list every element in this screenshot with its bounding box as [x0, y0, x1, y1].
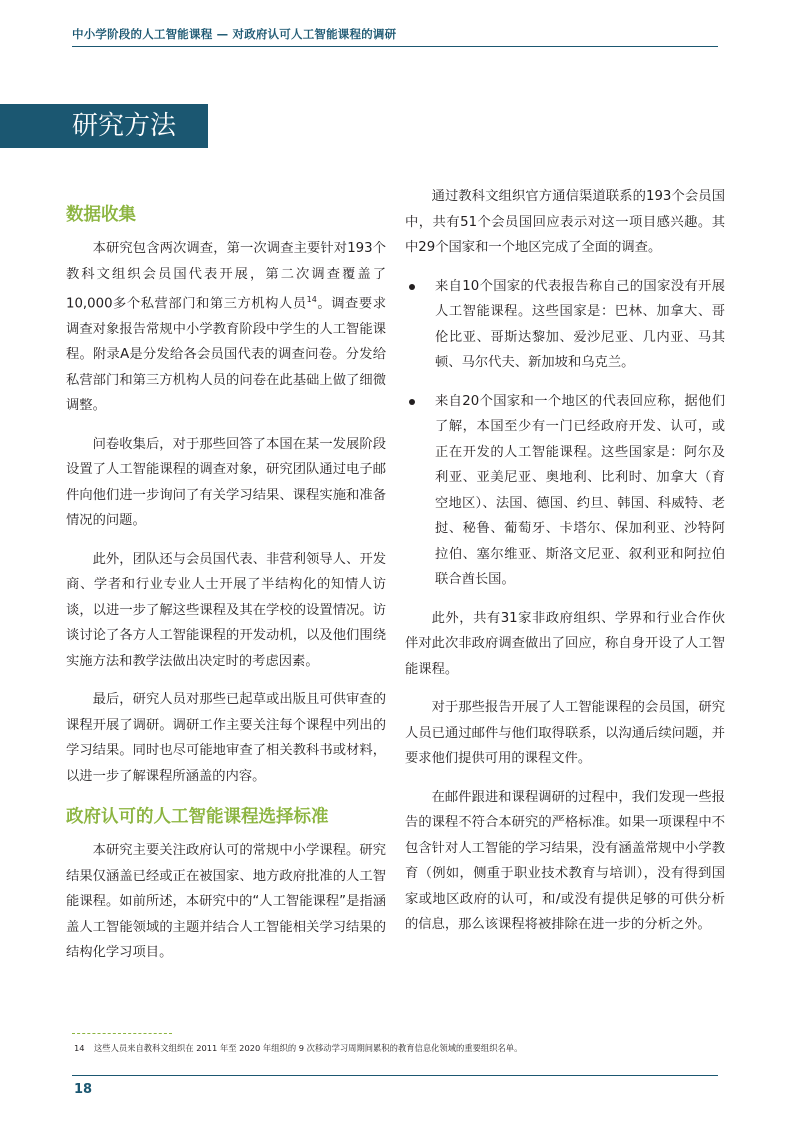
list-item-text: 来自10个国家的代表报告称自己的国家没有开展人工智能课程。这些国家是：巴林、加拿大、哥伦比亚、哥斯达黎加、爱沙尼亚、几内亚、马其顿、马尔代夫、新加坡和乌克兰。 — [435, 278, 725, 370]
heading-data-collection: 数据收集 — [66, 205, 136, 225]
paragraph-data-collection-1 — [66, 236, 386, 419]
paragraph-text: 本研究包含两次调查，第一次调查主要针对193个教科文组织会员国代表开展，第二次调查覆盖了10,000多个私营部门和第三方机构人员 — [66, 241, 386, 312]
bullet-dot-icon — [409, 399, 415, 405]
footnote-text: 这些人员来自教科文组织在 2011 年至 2020 年组织的 9 次移动学习周期间累积的教育信息化领域的重要组织名单。 — [94, 1043, 523, 1053]
left-column — [66, 180, 386, 979]
paragraph-selection-criteria-1: 本研究主要关注政府认可的常规中小学课程。研究结果仅涵盖已经或正在被国家、地方政府批准的人工智能课程。如前所述，本研究中的“人工智能课程”是指涵盖人工智能领域的主题并结合人工智能相关学习结果的结构化学习项目。 — [66, 843, 386, 961]
paragraph-right-3: 对于那些报告开展了人工智能课程的会员国，研究人员已通过邮件与他们取得联系，以沟通后续问题，并要求他们提供可用的课程文件。 — [405, 700, 725, 766]
heading-selection-criteria: 政府认可的人工智能课程选择标准 — [66, 807, 329, 828]
list-item-text: 来自20个国家和一个地区的代表回应称，据他们了解，本国至少有一门已经政府开发、认可，或正在开发的人工智能课程。这些国家是：阿尔及利亚、亚美尼亚、奥地利、比利时、加拿大（育空地区）、法国、德国、约旦、韩国、科威特、老挝、秘鲁、葡萄牙、卡塔尔、保加利亚、沙特阿拉伯、塞尔维亚、斯洛文尼亚、叙利亚和阿拉伯联合酋长国。 — [435, 393, 725, 587]
paragraph-data-collection-3: 此外，团队还与会员国代表、非营利领导人、开发商、学者和行业专业人士开展了半结构化的知情人访谈，以进一步了解这些课程及其在学校的设置情况。访谈讨论了各方人工智能课程的开发动机，以及他们围绕实施方法和教学法做出决定时的考虑因素。 — [66, 551, 386, 669]
footnote-divider — [72, 1033, 172, 1034]
paragraph-right-2: 此外，共有31家非政府组织、学界和行业合作伙伴对此次非政府调查做出了回应，称自身开设了人工智能课程。 — [405, 610, 725, 677]
bullet-dot-icon — [409, 284, 415, 290]
paragraph-right-1: 通过教科文组织官方通信渠道联系的193个会员国中，共有51个会员国回应表示对这一项目感兴趣。其中29个国家和一个地区完成了全面的调查。 — [405, 189, 725, 255]
footer-rule — [72, 1075, 718, 1076]
paragraph-data-collection-2: 问卷收集后，对于那些回答了本国在某一发展阶段设置了人工智能课程的调查对象，研究团队通过电子邮件向他们进一步询问了有关学习结果、课程实施和准备情况的问题。 — [66, 436, 386, 529]
bullet-list — [405, 274, 725, 593]
running-header: 中小学阶段的人工智能课程 — 对政府认可人工智能课程的调研 — [72, 27, 397, 41]
list-item — [405, 389, 725, 593]
footnote — [74, 1042, 714, 1054]
footnote-number: 14 — [74, 1043, 85, 1053]
right-column — [405, 184, 725, 951]
paragraph-text: 。调查要求调查对象报告常规中小学教育阶段中学生的人工智能课程。附录A是分发给各会员国代表的调查问卷。分发给私营部门和第三方机构人员的问卷在此基础上做了细微调整。 — [66, 296, 387, 414]
header-rule — [72, 46, 718, 47]
footnote-reference[interactable]: 14 — [306, 295, 317, 304]
section-title: 研究方法 — [72, 111, 177, 141]
list-item — [405, 274, 725, 376]
paragraph-data-collection-4: 最后，研究人员对那些已起草或出版且可供审查的课程开展了调研。调研工作主要关注每个课程中列出的学习结果。同时也尽可能地审查了相关教科书或材料，以进一步了解课程所涵盖的内容。 — [66, 692, 386, 784]
page-number: 18 — [74, 1082, 93, 1097]
paragraph-right-4: 在邮件跟进和课程调研的过程中，我们发现一些报告的课程不符合本研究的严格标准。如果一项课程中不包含针对人工智能的学习结果，没有涵盖常规中小学教育（例如，侧重于职业技术教育与培训），没有得到国家或地区政府的认可，和/或没有提供足够的可供分析的信息，那么该课程将被排除在进一步的分析之外。 — [405, 789, 725, 932]
